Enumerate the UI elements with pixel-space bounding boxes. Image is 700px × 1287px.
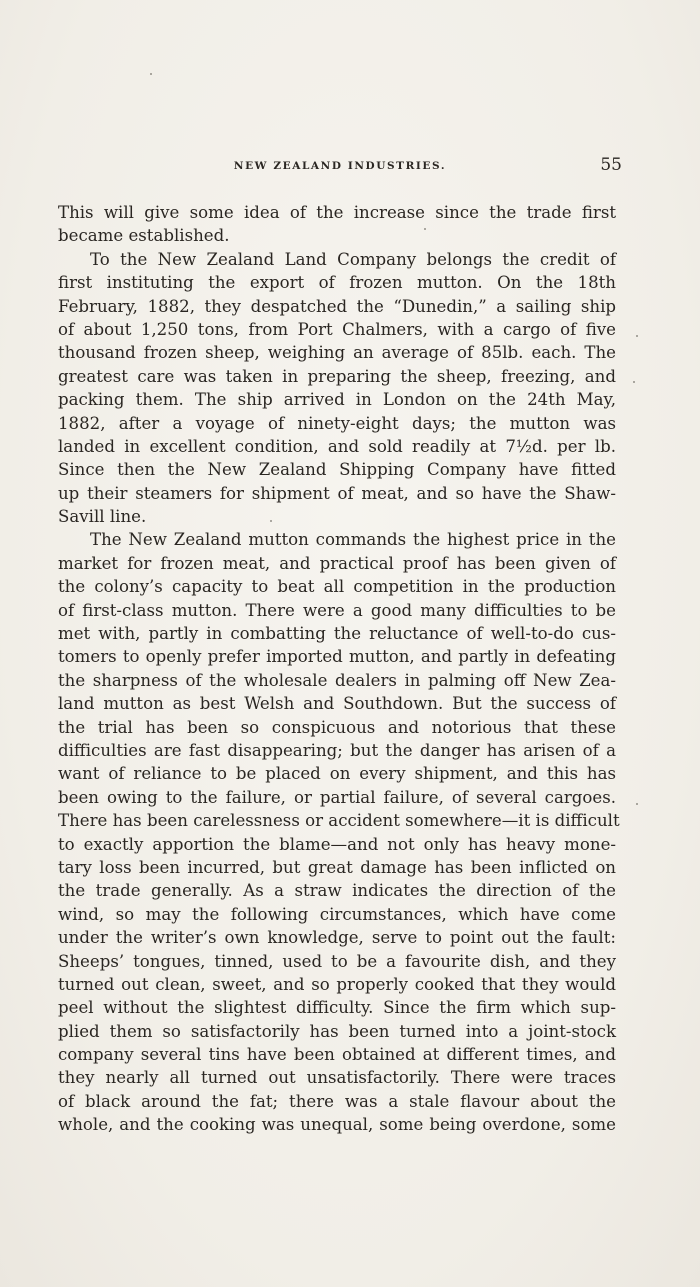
- body-text: [58, 201, 620, 1137]
- text-line: The New Zealand mutton commands the highest price in the: [90, 530, 616, 550]
- text-line: first instituting the export of frozen mutton. On the 18th: [58, 273, 616, 293]
- text-line: of about 1,250 tons, from Port Chalmers, with a cargo of five: [58, 319, 616, 339]
- text-line: There has been carelessness or accident somewhere—it is difficult: [58, 811, 620, 831]
- paper-speck: [636, 335, 638, 337]
- text-line: tomers to openly prefer imported mutton, and partly in defeating: [58, 647, 616, 667]
- text-line: the trial has been so conspicuous and notorious that these: [58, 717, 616, 737]
- text-line: peel without the slightest difficulty. Since the firm which sup-: [58, 998, 616, 1018]
- text-line: under the writer’s own knowledge, serve to point out the fault:: [58, 928, 616, 948]
- text-line: To the New Zealand Land Company belongs the credit of: [90, 249, 616, 269]
- text-line: of black around the fat; there was a stale flavour about the: [58, 1091, 616, 1111]
- text-line: This will give some idea of the increase since the trade first: [58, 203, 616, 222]
- text-line: Savill line.: [58, 507, 147, 527]
- text-line: company several tins have been obtained at different times, and: [58, 1045, 616, 1065]
- text-line: Since then the New Zealand Shipping Company have fitted: [58, 460, 616, 480]
- text-line: difficulties are fast disappearing; but the danger has arisen of a: [58, 740, 616, 760]
- paper-speck: [636, 803, 638, 805]
- text-line: 1882, after a voyage of ninety-eight days; the mutton was: [58, 413, 616, 433]
- text-line: the sharpness of the wholesale dealers in palming off New Zea-: [58, 670, 616, 690]
- text-line: February, 1882, they despatched the “Dunedin,” a sailing ship: [58, 296, 616, 316]
- text-line: greatest care was taken in preparing the sheep, freezing, and: [58, 366, 616, 386]
- text-line: been owing to the failure, or partial failure, of several cargoes.: [58, 787, 616, 807]
- text-line: to exactly apportion the blame—and not only has heavy mone-: [58, 834, 616, 854]
- running-title: NEW ZEALAND INDUSTRIES.: [233, 160, 447, 172]
- paper-speck: [633, 381, 635, 383]
- text-line: tary loss been incurred, but great damage has been inflicted on: [58, 857, 616, 877]
- text-line: met with, partly in combatting the reluctance of well-to-do cus-: [58, 624, 616, 644]
- text-line: became established.: [58, 226, 230, 246]
- running-head: [58, 155, 622, 182]
- text-line: packing them. The ship arrived in London on the 24th May,: [58, 390, 616, 410]
- text-line: up their steamers for shipment of meat, and so have the Shaw-: [58, 483, 616, 503]
- text-line: wind, so may the following circumstances, which have come: [58, 904, 616, 924]
- paper-speck: [270, 520, 272, 522]
- text-line: the colony’s capacity to beat all competition in the production: [58, 577, 616, 597]
- text-line: land mutton as best Welsh and Southdown. But the success of: [58, 694, 616, 714]
- text-line: whole, and the cooking was unequal, some being overdone, some: [58, 1115, 616, 1135]
- text-line: they nearly all turned out unsatisfactorily. There were traces: [58, 1068, 616, 1088]
- text-line: turned out clean, sweet, and so properly cooked that they would: [58, 974, 616, 994]
- text-line: want of reliance to be placed on every shipment, and this has: [58, 764, 616, 784]
- text-line: thousand frozen sheep, weighing an average of 85lb. each. The: [58, 343, 616, 363]
- text-line: landed in excellent condition, and sold readily at 7½d. per lb.: [58, 436, 616, 456]
- text-line: Sheeps’ tongues, tinned, used to be a favourite dish, and they: [58, 951, 616, 971]
- text-line: the trade generally. As a straw indicates the direction of the: [58, 881, 616, 901]
- text-line: market for frozen meat, and practical proof has been given of: [58, 553, 616, 573]
- text-line: plied them so satisfactorily has been turned into a joint-stock: [58, 1021, 616, 1041]
- text-line: of first-class mutton. There were a good many difficulties to be: [58, 600, 616, 620]
- paper-speck: [424, 228, 426, 230]
- page-number: 55: [600, 155, 622, 175]
- paper-speck: [150, 73, 152, 75]
